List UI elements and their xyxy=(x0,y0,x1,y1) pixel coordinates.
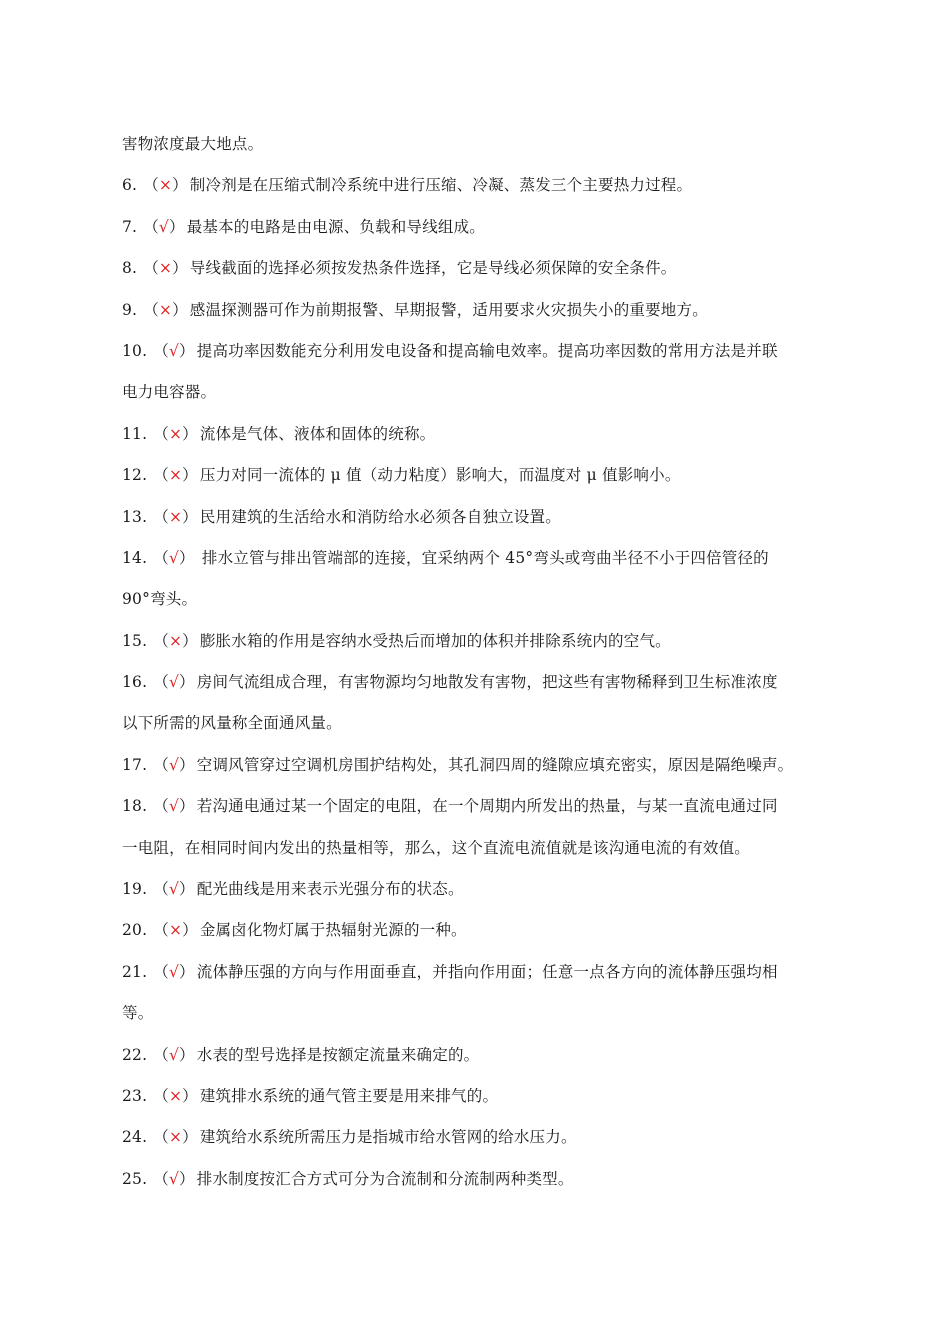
question-number: 16. xyxy=(122,673,148,692)
question-text: 制冷剂是在压缩式制冷系统中进行压缩、冷凝、蒸发三个主要热力过程。 xyxy=(189,176,693,195)
question-number: 12. xyxy=(122,466,148,485)
answer-mark: （×） xyxy=(153,1086,198,1105)
question-text: 流体是气体、液体和固体的统称。 xyxy=(199,424,436,443)
question-number: 7. xyxy=(122,217,138,236)
answer-mark: （√） xyxy=(153,880,195,899)
answer-symbol: √ xyxy=(168,1045,180,1064)
question-line xyxy=(122,497,842,538)
answer-mark: （×） xyxy=(153,507,198,526)
question-line xyxy=(122,538,842,579)
question-line xyxy=(122,910,842,951)
question-text: 水表的型号选择是按额定流量来确定的。 xyxy=(196,1045,480,1064)
question-text: 配光曲线是用来表示光强分布的状态。 xyxy=(196,880,464,899)
question-number: 25. xyxy=(122,1169,148,1188)
answer-mark: （√） xyxy=(143,217,185,236)
question-line xyxy=(122,124,842,165)
question-text: 提高功率因数能充分利用发电设备和提高输电效率。提高功率因数的常用方法是并联 xyxy=(196,341,778,360)
question-line xyxy=(122,207,842,248)
question-line xyxy=(122,869,842,910)
answer-symbol: √ xyxy=(168,755,180,774)
question-text: 导线截面的选择必须按发热条件选择，它是导线必须保障的安全条件。 xyxy=(189,259,677,278)
question-line xyxy=(122,455,842,496)
question-line xyxy=(122,414,842,455)
answer-mark: （√） xyxy=(153,1045,195,1064)
question-line xyxy=(122,703,842,744)
question-text: 建筑排水系统的通气管主要是用来排气的。 xyxy=(199,1086,499,1105)
question-number: 22. xyxy=(122,1045,148,1064)
answer-symbol: × xyxy=(168,507,183,526)
answer-symbol: √ xyxy=(168,1169,180,1188)
answer-symbol: × xyxy=(168,1128,183,1147)
answer-mark: （√） xyxy=(153,755,195,774)
question-number: 9. xyxy=(122,300,138,319)
question-line xyxy=(122,372,842,413)
question-line xyxy=(122,993,842,1034)
question-text: 电力电容器。 xyxy=(122,383,217,402)
answer-mark: （√） xyxy=(153,548,195,567)
answer-mark: （×） xyxy=(143,259,188,278)
question-text: 空调风管穿过空调机房围护结构处，其孔洞四周的缝隙应填充密实，原因是隔绝噪声。 xyxy=(196,755,794,774)
answer-symbol: × xyxy=(158,259,173,278)
answer-symbol: √ xyxy=(168,341,180,360)
answer-symbol: × xyxy=(168,424,183,443)
answer-mark: （×） xyxy=(153,921,198,940)
question-line xyxy=(122,1035,842,1076)
answer-mark: （×） xyxy=(153,631,198,650)
question-text: 流体静压强的方向与作用面垂直，并指向作用面；任意一点各方向的流体静压强均相 xyxy=(196,962,778,981)
question-text: 房间气流组成合理，有害物源均匀地散发有害物，把这些有害物稀释到卫生标准浓度 xyxy=(196,673,778,692)
answer-symbol: × xyxy=(168,631,183,650)
question-line xyxy=(122,1076,842,1117)
question-number: 13. xyxy=(122,507,148,526)
question-number: 24. xyxy=(122,1128,148,1147)
question-number: 18. xyxy=(122,797,148,816)
document-body xyxy=(122,124,842,1200)
question-number: 21. xyxy=(122,962,148,981)
question-line xyxy=(122,579,842,620)
answer-symbol: √ xyxy=(168,548,180,567)
question-line xyxy=(122,1117,842,1158)
answer-mark: （×） xyxy=(143,176,188,195)
question-line xyxy=(122,828,842,869)
question-text: 以下所需的风量称全面通风量。 xyxy=(122,714,342,733)
question-text: 金属卤化物灯属于热辐射光源的一种。 xyxy=(199,921,467,940)
answer-symbol: × xyxy=(168,466,183,485)
question-line xyxy=(122,248,842,289)
question-line xyxy=(122,165,842,206)
question-line xyxy=(122,786,842,827)
question-text: 膨胀水箱的作用是容纳水受热后而增加的体积并排除系统内的空气。 xyxy=(199,631,671,650)
answer-mark: （√） xyxy=(153,1169,195,1188)
question-text: 排水立管与排出管端部的连接，宜采纳两个 45°弯头或弯曲半径不小于四倍管径的 xyxy=(196,548,769,567)
answer-symbol: × xyxy=(168,921,183,940)
answer-symbol: × xyxy=(168,1086,183,1105)
question-text: 建筑给水系统所需压力是指城市给水管网的给水压力。 xyxy=(199,1128,577,1147)
question-number: 23. xyxy=(122,1086,148,1105)
question-line xyxy=(122,745,842,786)
question-line xyxy=(122,331,842,372)
answer-mark: （×） xyxy=(153,466,198,485)
question-text: 最基本的电路是由电源、负载和导线组成。 xyxy=(186,217,485,236)
answer-mark: （×） xyxy=(153,1128,198,1147)
question-line xyxy=(122,952,842,993)
question-text: 一电阻，在相同时间内发出的热量相等，那么，这个直流电流值就是该沟通电流的有效值。 xyxy=(122,838,751,857)
question-text: 90°弯头。 xyxy=(122,590,198,609)
answer-symbol: × xyxy=(158,300,173,319)
answer-mark: （√） xyxy=(153,797,195,816)
question-text: 等。 xyxy=(122,1004,154,1023)
answer-mark: （×） xyxy=(143,300,188,319)
question-text: 民用建筑的生活给水和消防给水必须各自独立设置。 xyxy=(199,507,561,526)
question-text: 若沟通电通过某一个固定的电阻，在一个周期内所发出的热量，与某一直流电通过同 xyxy=(196,797,778,816)
question-line xyxy=(122,621,842,662)
question-number: 20. xyxy=(122,921,148,940)
question-number: 14. xyxy=(122,548,148,567)
question-number: 8. xyxy=(122,259,138,278)
answer-mark: （√） xyxy=(153,962,195,981)
answer-mark: （×） xyxy=(153,424,198,443)
answer-symbol: √ xyxy=(168,880,180,899)
question-number: 11. xyxy=(122,424,148,443)
question-line xyxy=(122,662,842,703)
answer-mark: （√） xyxy=(153,341,195,360)
question-line xyxy=(122,290,842,331)
question-number: 6. xyxy=(122,176,138,195)
answer-symbol: √ xyxy=(158,217,169,236)
answer-mark: （√） xyxy=(153,673,195,692)
question-text: 压力对同一流体的 μ 值（动力粘度）影响大，而温度对 μ 值影响小。 xyxy=(199,466,681,485)
answer-symbol: √ xyxy=(168,962,180,981)
question-line xyxy=(122,1159,842,1200)
question-number: 17. xyxy=(122,755,148,774)
question-number: 10. xyxy=(122,341,148,360)
question-text: 感温探测器可作为前期报警、早期报警，适用要求火灾损失小的重要地方。 xyxy=(189,300,708,319)
answer-symbol: √ xyxy=(168,797,180,816)
question-text: 害物浓度最大地点。 xyxy=(122,135,264,153)
question-text: 排水制度按汇合方式可分为合流制和分流制两种类型。 xyxy=(196,1169,574,1188)
question-number: 19. xyxy=(122,880,148,899)
answer-symbol: × xyxy=(158,176,173,195)
question-number: 15. xyxy=(122,631,148,650)
answer-symbol: √ xyxy=(168,673,180,692)
